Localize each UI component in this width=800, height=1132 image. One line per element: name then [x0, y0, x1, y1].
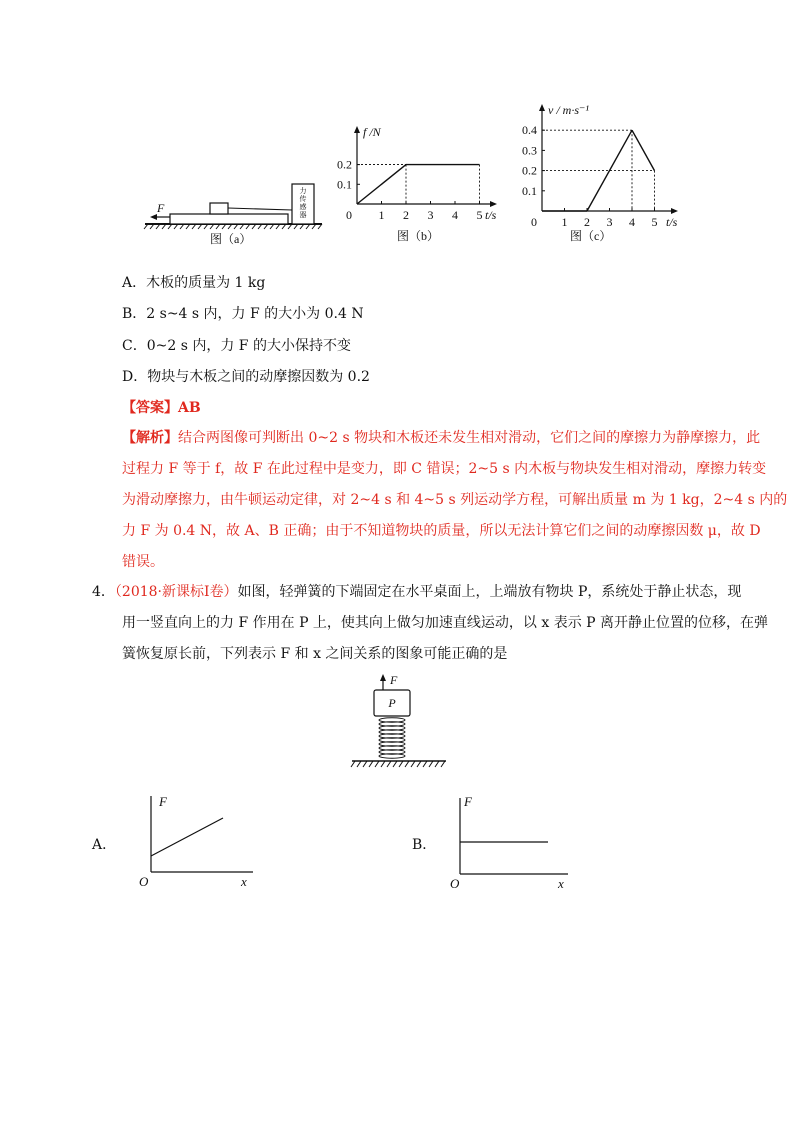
chart-c-y-axis-label: v / m·s⁻¹ [548, 103, 589, 117]
answer-value: AB [178, 400, 201, 416]
q4-number: 4． [92, 584, 115, 600]
chart-b-y-arrow [354, 126, 360, 133]
caption-c: 图（c） [570, 229, 612, 243]
chart-c-y-tick-label: 0.3 [522, 143, 537, 158]
chart-c-data-segment [632, 130, 655, 170]
analysis-line-2: 过程力 F 等于 f，故 F 在此过程中是变力，即 C 错误；2~5 s 内木板与物块发生相对滑动，摩擦力转变 [122, 461, 767, 477]
chart-c-x-arrow [671, 208, 678, 214]
chart-b-data-segment [357, 165, 406, 204]
graph-b [444, 792, 579, 892]
chart-b-x-tick-label: 4 [452, 208, 458, 222]
analysis-line-4: 力 F 为 0.4 N，故 A、B 正确；由于不知道物块的质量，所以无法计算它们之间的动摩擦因数 μ，故 D [122, 523, 761, 539]
sensor-label-4: 器 [299, 211, 307, 219]
analysis-label: 【解析】 [122, 430, 178, 446]
q4-line-2: 用一竖直向上的力 F 作用在 P 上，使其向上做匀加速直线运动，以 x 表示 P 离开静止位置的位移，在弹 [122, 615, 769, 631]
graph-b-origin: O [450, 876, 460, 891]
q4-line-1 [92, 582, 741, 602]
block [210, 203, 228, 214]
chart-c-y-arrow [539, 104, 545, 111]
caption-b: 图（b） [397, 229, 440, 243]
graph-a-x-label: x [241, 874, 247, 889]
option-a: A．木板的质量为 1 kg [122, 275, 266, 291]
block-p-label: P [388, 696, 396, 710]
chart-b-y-tick-label: 0.1 [337, 177, 352, 192]
analysis-line-5: 错误。 [122, 554, 164, 570]
option-b: B．2 s~4 s 内，力 F 的大小为 0.4 N [122, 306, 364, 322]
chart-b-x-tick-label: 5 [476, 208, 483, 222]
chart-c-x-tick-label: 2 [584, 215, 590, 229]
chart-b-y-axis-label: f /N [363, 125, 381, 139]
figure-c [518, 100, 708, 246]
option-d: D．物块与木板之间的动摩擦因数为 0.2 [122, 369, 370, 385]
chart-c-x-tick-label: 4 [629, 215, 635, 229]
chart-b-x-axis-label: t/s [485, 208, 497, 222]
q4-text-1: 如图，轻弹簧的下端固定在水平桌面上，上端放有物块 P，系统处于静止状态，现 [237, 584, 742, 600]
board [170, 214, 288, 224]
chart-c-y-tick-label: 0.1 [522, 183, 537, 198]
chart-b-x-tick-label: 3 [427, 208, 434, 222]
chart-c-data-segment [587, 130, 632, 211]
chart-c-y-tick-label: 0.2 [522, 163, 537, 178]
chart-b-x-arrow [490, 201, 497, 207]
sensor-label-1: 力 [299, 187, 307, 195]
chart-b-origin-label: 0 [346, 208, 352, 222]
spring-force-label: F [390, 673, 398, 687]
analysis-line-3: 为滑动摩擦力，由牛顿运动定律，对 2~4 s 和 4~5 s 列运动学方程，可解出质量 m 为 1 kg，2~4 s 内的 [122, 492, 788, 508]
spring [379, 718, 405, 758]
chart-c-x-axis-label: t/s [666, 215, 678, 229]
analysis-line-1 [122, 428, 760, 448]
chart-c-x-tick-label: 5 [651, 215, 658, 229]
answer-line [122, 398, 201, 418]
graph-b-label: B． [412, 837, 437, 853]
chart-b-x-tick-label: 2 [403, 208, 409, 222]
spring-figure [346, 672, 456, 772]
chart-c-x-tick-label: 1 [561, 215, 568, 229]
graph-a-line [151, 818, 223, 856]
graph-a-origin: O [139, 874, 149, 889]
option-c: C．0~2 s 内，力 F 的大小保持不变 [122, 338, 351, 354]
figure-a [140, 170, 330, 250]
caption-a: 图（a） [210, 232, 252, 246]
force-label-f: F [157, 201, 165, 215]
chart-b-y-tick-label: 0.2 [337, 157, 352, 172]
chart-c-origin-label: 0 [531, 215, 537, 229]
graph-a-label: A． [92, 837, 117, 853]
graph-a [135, 790, 265, 890]
graph-b-x-label: x [558, 876, 564, 891]
sensor-label-2: 传 [299, 195, 307, 203]
q4-source: （2018·新课标Ⅰ卷） [114, 584, 238, 600]
analysis-text-1: 结合两图像可判断出 0~2 s 物块和木板还未发生相对滑动，它们之间的摩擦力为静摩擦力，此 [178, 430, 761, 446]
chart-b-x-tick-label: 1 [378, 208, 385, 222]
answer-label: 【答案】 [122, 400, 178, 416]
q4-line-3: 簧恢复原长前，下列表示 F 和 x 之间关系的图象可能正确的是 [122, 646, 508, 662]
chart-c-x-tick-label: 3 [606, 215, 613, 229]
figure-b [335, 118, 515, 246]
chart-c-y-tick-label: 0.4 [522, 123, 537, 138]
graph-a-y-label: F [159, 794, 167, 809]
graph-b-y-label: F [464, 794, 472, 809]
sensor-label-3: 感 [299, 203, 307, 211]
